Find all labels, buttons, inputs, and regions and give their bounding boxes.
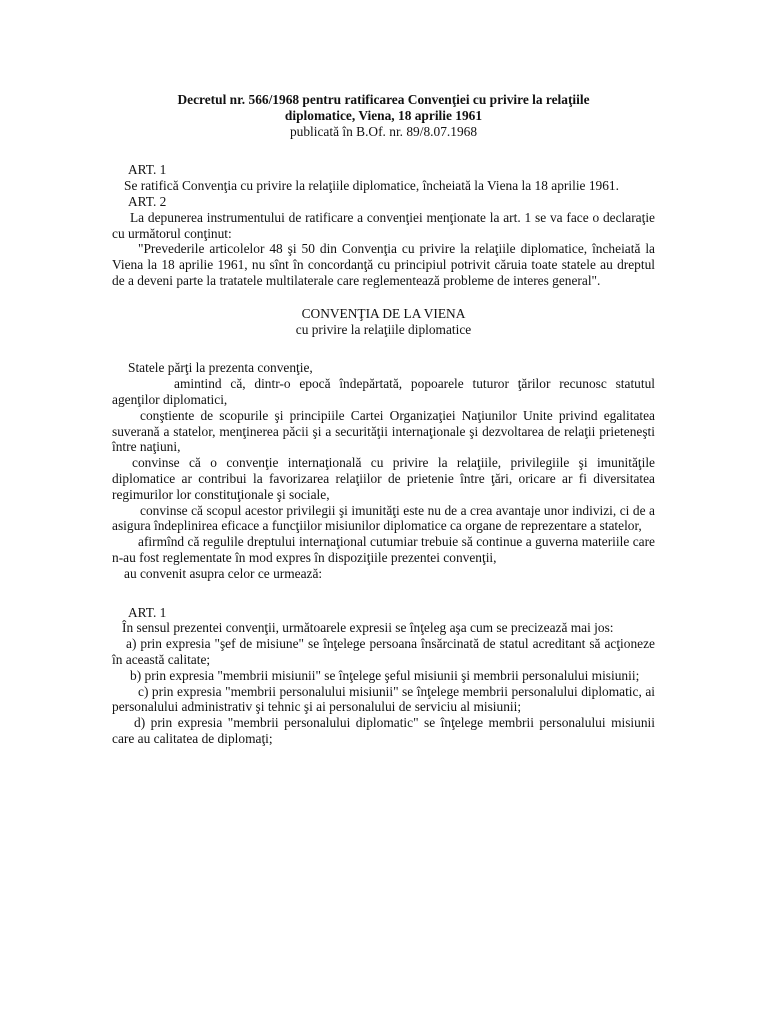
preamble-clause: convinse că scopul acestor privilegii şi imunităţi este nu de a crea avantaje unor indivizi, ci de a asigura îndeplinirea eficace a funcţiilor misiunilor diplomatice ca organe de reprezentare a statelor, bbox=[112, 502, 655, 534]
convention-subtitle: cu privire la relaţiile diplomatice bbox=[295, 321, 472, 337]
preamble-close: au convenit asupra celor ce urmează: bbox=[124, 565, 323, 581]
preamble-intro: Statele părţi la prezenta convenţie, bbox=[128, 360, 313, 376]
decree-art-1-label: ART. 1 bbox=[128, 162, 167, 178]
decree-title-line-1: Decretul nr. 566/1968 pentru ratificarea Convenţiei cu privire la relaţiile bbox=[177, 92, 590, 107]
decree-title-line-2: diplomatice, Viena, 18 aprilie 1961 bbox=[284, 107, 483, 123]
preamble-clause: amintind că, dintr-o epocă îndepărtată, popoarele tuturor ţărilor recunosc statutul agenţilor diplomatici, bbox=[112, 376, 655, 407]
definition-item: d) prin expresia "membrii personalului diplomatic" se înţelege membrii personalului misiunii care au calitatea de diplomaţi; bbox=[112, 715, 655, 746]
preamble-clause: conştiente de scopurile şi principiile Cartei Organizaţiei Naţiunilor Unite privind egalitatea suverană a statelor, menţinerea păcii şi a securităţii internaţionale şi dezvoltarea de relaţii prieteneşti între naţiuni, bbox=[112, 407, 655, 455]
publication-reference: publicată în B.Of. nr. 89/8.07.1968 bbox=[289, 123, 478, 139]
preamble-clause: afirmînd că regulile dreptului internaţional cutumiar trebuie să continue a guverna materiile care n-au fost reglementate în mod expres în dispoziţiile prezentei convenţii, bbox=[112, 534, 655, 565]
decree-art-2-label: ART. 2 bbox=[128, 193, 167, 209]
convention-title: CONVENŢIA DE LA VIENA bbox=[301, 305, 466, 321]
document-body bbox=[112, 92, 655, 747]
definition-item: a) prin expresia "şef de misiune" se înţelege persoana însărcinată de statul acreditant să acţioneze în această calitate; bbox=[112, 636, 655, 667]
definition-item: b) prin expresia "membrii misiunii" se înţelege şeful misiunii şi membrii personalului misiunii; bbox=[130, 667, 640, 683]
decree-art-2-text: La depunerea instrumentului de ratificare a convenţiei menţionate la art. 1 se va face o declaraţie cu următorul conţinut: bbox=[112, 209, 655, 241]
convention-art-1-label: ART. 1 bbox=[128, 604, 167, 620]
definition-item: c) prin expresia "membrii personalului misiunii" se înţelege membrii personalului diplomatic, ai personalului administrativ şi tehnic şi ai personalului de serviciu al misiunii; bbox=[112, 683, 655, 715]
decree-art-2-quote: "Prevederile articolelor 48 şi 50 din Convenţia cu privire la relaţiile diplomatice, încheiată la Viena la 18 aprilie 1961, nu sînt în concordanţă cu principiul potrivit căruia toate statele au dreptul de a deveni parte la tratatele multilaterale care reglementează probleme de interes general". bbox=[112, 241, 655, 288]
convention-art-1-intro: În sensul prezentei convenţii, următoarele expresii se înţeleg aşa cum se precizează mai jos: bbox=[122, 620, 614, 636]
preamble-clause: convinse că o convenţie internaţională cu privire la relaţiile, privilegiile şi imunităţile diplomatice ar contribui la favorizarea relaţiilor de prietenie între ţări, oricare ar fi diversitatea regimurilor lor constituţionale şi sociale, bbox=[112, 455, 655, 502]
decree-art-1-text: Se ratifică Convenţia cu privire la relaţiile diplomatice, încheiată la Viena la 18 aprilie 1961. bbox=[124, 178, 619, 194]
